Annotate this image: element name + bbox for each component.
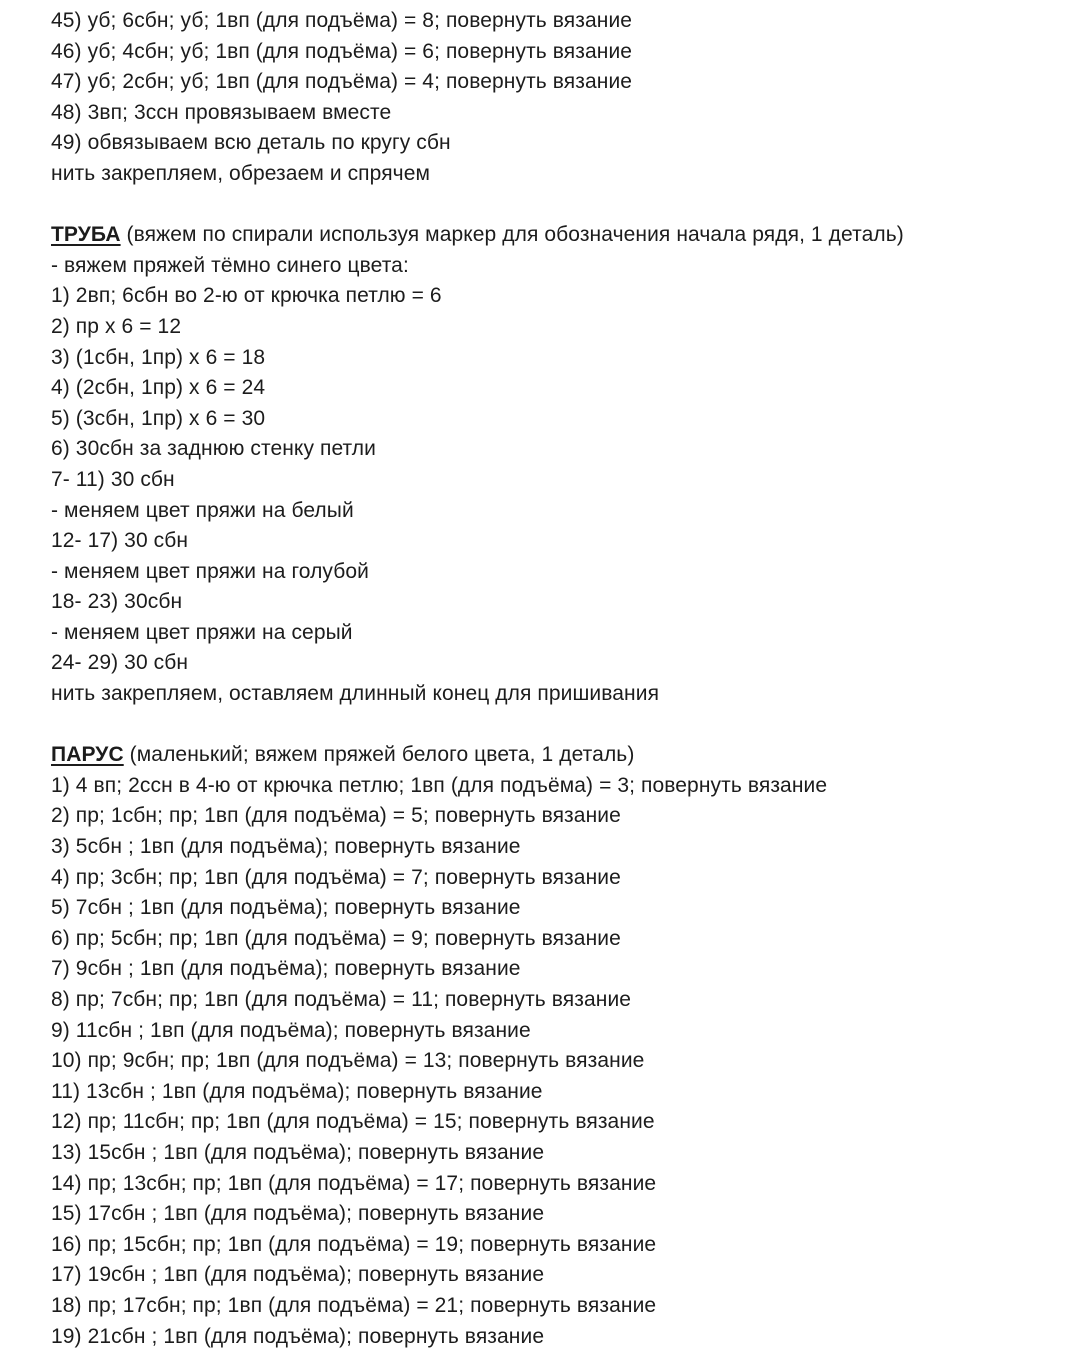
row-line: 2) пр х 6 = 12 [51, 314, 182, 338]
row-line: 8) пр; 7сбн; пр; 1вп (для подъёма) = 11; повернуть вязание [51, 988, 632, 1011]
row-line: 7- 11) 30 сбн [51, 467, 175, 491]
row-line: - меняем цвет пряжи на белый [51, 498, 354, 522]
row-line: 5) 7сбн ; 1вп (для подъёма); повернуть вязание [51, 896, 521, 920]
row-line: 11) 13сбн ; 1вп (для подъёма); повернуть вязание [51, 1079, 543, 1103]
row-line: 19) 21сбн ; 1вп (для подъёма); повернуть вязание [51, 1324, 545, 1348]
row-line: 3) (1сбн, 1пр) х 6 = 18 [51, 345, 266, 369]
row-line: 1) 2вп; 6сбн во 2-ю от крючка петлю = 6 [51, 284, 442, 308]
section-title: ПАРУС [51, 743, 124, 767]
row-line: 14) пр; 13сбн; пр; 1вп (для подъёма) = 17; повернуть вязание [51, 1171, 657, 1195]
row-line: 13) 15сбн ; 1вп (для подъёма); повернуть вязание [51, 1140, 545, 1164]
row-line: 16) пр; 15сбн; пр; 1вп (для подъёма) = 19; повернуть вязание [51, 1232, 657, 1256]
row-line: 49) обвязываем всю деталь по кругу сбн [51, 131, 451, 155]
section-title: ТРУБА [51, 223, 121, 247]
pattern-document [51, 6, 1071, 1352]
row-line: 15) 17сбн ; 1вп (для подъёма); повернуть вязание [51, 1202, 545, 1226]
row-line: 12) пр; 11сбн; пр; 1вп (для подъёма) = 15; повернуть вязание [51, 1110, 655, 1134]
row-line: 12- 17) 30 сбн [51, 529, 189, 553]
row-line: 17) 19сбн ; 1вп (для подъёма); повернуть вязание [51, 1263, 545, 1287]
row-line: 45) уб; 6сбн; уб; 1вп (для подъёма) = 8; повернуть вязание [51, 9, 633, 32]
section-heading [51, 740, 1071, 771]
row-line: 24- 29) 30 сбн [51, 651, 189, 675]
row-line: 9) 11сбн ; 1вп (для подъёма); повернуть вязание [51, 1018, 531, 1042]
row-line: 4) пр; 3сбн; пр; 1вп (для подъёма) = 7; повернуть вязание [51, 865, 621, 889]
row-line: - меняем цвет пряжи на голубой [51, 559, 369, 583]
row-line: 18- 23) 30сбн [51, 590, 183, 614]
row-line: 5) (3сбн, 1пр) х 6 = 30 [51, 406, 266, 430]
row-line: 4) (2сбн, 1пр) х 6 = 24 [51, 376, 266, 400]
row-line: 47) уб; 2сбн; уб; 1вп (для подъёма) = 4; повернуть вязание [51, 70, 633, 94]
section-subtitle: (маленький; вяжем пряжей белого цвета, 1 деталь) [123, 743, 635, 767]
previous-part-rows [51, 6, 1071, 190]
row-line: 46) уб; 4сбн; уб; 1вп (для подъёма) = 6; повернуть вязание [51, 39, 633, 63]
row-line: 18) пр; 17сбн; пр; 1вп (для подъёма) = 21; повернуть вязание [51, 1293, 657, 1317]
row-line: 6) пр; 5сбн; пр; 1вп (для подъёма) = 9; повернуть вязание [51, 926, 621, 950]
row-line: 48) 3вп; 3ссн провязываем вместе [51, 100, 392, 124]
section-truba [51, 220, 1071, 710]
row-line: 3) 5сбн ; 1вп (для подъёма); повернуть вязание [51, 835, 521, 859]
row-line: - вяжем пряжей тёмно синего цвета: [51, 253, 409, 277]
section-heading [51, 220, 1071, 251]
row-line: 7) 9сбн ; 1вп (для подъёма); повернуть вязание [51, 957, 521, 981]
row-line: 6) 30сбн за заднюю стенку петли [51, 437, 376, 461]
section-subtitle: (вяжем по спирали используя маркер для обозначения начала рядя, 1 деталь) [120, 223, 904, 247]
spacer [51, 190, 1071, 221]
row-line: - меняем цвет пряжи на серый [51, 620, 353, 644]
row-line: нить закрепляем, оставляем длинный конец для пришивания [51, 682, 660, 706]
row-line: 1) 4 вп; 2ссн в 4-ю от крючка петлю; 1вп (для подъёма) = 3; повернуть вязание [51, 773, 828, 797]
row-line: нить закрепляем, обрезаем и спрячем [51, 161, 431, 185]
section-parus [51, 740, 1071, 1352]
row-line: 10) пр; 9сбн; пр; 1вп (для подъёма) = 13; повернуть вязание [51, 1049, 645, 1073]
row-line: 2) пр; 1сбн; пр; 1вп (для подъёма) = 5; повернуть вязание [51, 804, 621, 828]
spacer [51, 710, 1071, 741]
